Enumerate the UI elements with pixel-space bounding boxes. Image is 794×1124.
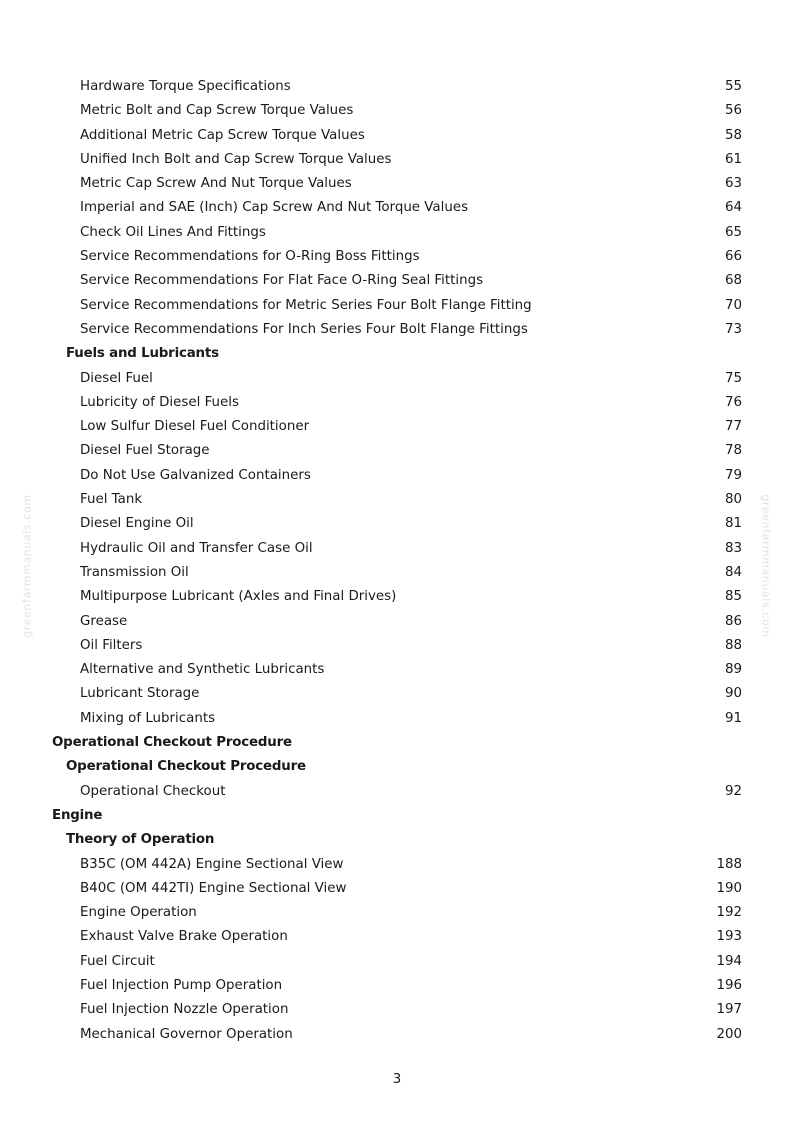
toc-title: Unified Inch Bolt and Cap Screw Torque Values — [80, 151, 392, 167]
toc-title: Fuel Circuit — [80, 953, 155, 969]
toc-title: Engine — [52, 807, 103, 823]
toc-page-number: 83 — [724, 540, 742, 556]
toc-page-number: 64 — [724, 200, 742, 216]
toc-title: Service Recommendations for Metric Series Four Bolt Flange Fitting — [80, 297, 532, 313]
toc-page-number: 92 — [724, 783, 742, 799]
toc-entry[interactable] — [0, 877, 794, 901]
toc-page-number: 66 — [724, 249, 742, 265]
toc-heading — [0, 731, 794, 755]
toc-entry[interactable] — [0, 1023, 794, 1047]
toc-page-number: 77 — [724, 419, 742, 435]
toc-entry[interactable] — [0, 415, 794, 439]
toc-page-number: 55 — [724, 79, 742, 94]
toc-title: Operational Checkout Procedure — [52, 735, 292, 751]
toc-title: Engine Operation — [80, 905, 197, 921]
toc-title: Do Not Use Galvanized Containers — [80, 467, 311, 483]
toc-entry[interactable] — [0, 901, 794, 925]
toc-title: Mechanical Governor Operation — [80, 1026, 293, 1042]
toc-title: Hardware Torque Specifications — [80, 79, 291, 94]
toc-title: Exhaust Valve Brake Operation — [80, 929, 288, 945]
toc-entry[interactable] — [0, 488, 794, 512]
toc-page-number: 85 — [724, 589, 742, 605]
toc-title: Fuels and Lubricants — [66, 346, 219, 362]
toc-title: Metric Cap Screw And Nut Torque Values — [80, 176, 352, 192]
toc-entry[interactable] — [0, 925, 794, 949]
toc-entry[interactable] — [0, 245, 794, 269]
toc-page-number: 56 — [724, 103, 742, 119]
toc-entry[interactable] — [0, 221, 794, 245]
toc-entry[interactable] — [0, 367, 794, 391]
toc-page-number: 81 — [724, 516, 742, 532]
toc-title: Mixing of Lubricants — [80, 710, 216, 726]
toc-title: B40C (OM 442TI) Engine Sectional View — [80, 880, 347, 896]
toc-heading — [0, 828, 794, 852]
toc-entry[interactable] — [0, 610, 794, 634]
toc-title: Service Recommendations For Flat Face O-Ring Seal Fittings — [80, 273, 484, 289]
toc-entry[interactable] — [0, 537, 794, 561]
page-number: 3 — [392, 1072, 402, 1087]
toc-entry[interactable] — [0, 561, 794, 585]
toc-page-number: 63 — [724, 176, 742, 192]
toc-entry[interactable] — [0, 707, 794, 731]
toc-title: Grease — [80, 613, 128, 629]
toc-title: Theory of Operation — [66, 832, 215, 848]
toc-title: Low Sulfur Diesel Fuel Conditioner — [80, 419, 310, 435]
toc-entry[interactable] — [0, 124, 794, 148]
toc-title: Imperial and SAE (Inch) Cap Screw And Nut Torque Values — [80, 200, 469, 216]
toc-heading — [0, 342, 794, 366]
toc-page-number: 75 — [724, 370, 742, 386]
toc-title: Oil Filters — [80, 637, 143, 653]
toc-page-number: 194 — [716, 953, 742, 969]
toc-heading — [0, 755, 794, 779]
toc-entry[interactable] — [0, 634, 794, 658]
toc-page-number: 192 — [716, 905, 742, 921]
toc-title: Metric Bolt and Cap Screw Torque Values — [80, 103, 354, 119]
toc-page-number: 65 — [724, 224, 742, 240]
toc-page-number: 58 — [724, 127, 742, 143]
toc-entry[interactable] — [0, 269, 794, 293]
toc-title: B35C (OM 442A) Engine Sectional View — [80, 856, 344, 872]
toc-page-number: 89 — [724, 662, 742, 678]
toc-entry[interactable] — [0, 318, 794, 342]
toc-title: Diesel Fuel Storage — [80, 443, 210, 459]
toc-title: Fuel Tank — [80, 492, 143, 508]
toc-title: Hydraulic Oil and Transfer Case Oil — [80, 540, 313, 556]
toc-page-number: 200 — [716, 1026, 742, 1042]
toc-page-number: 73 — [724, 321, 742, 337]
toc-entry[interactable] — [0, 148, 794, 172]
toc-page-number: 61 — [724, 151, 742, 167]
toc-title: Service Recommendations For Inch Series Four Bolt Flange Fittings — [80, 321, 528, 337]
toc-entry[interactable] — [0, 950, 794, 974]
toc-title: Additional Metric Cap Screw Torque Values — [80, 127, 365, 143]
toc-entry[interactable] — [0, 99, 794, 123]
toc-entry[interactable] — [0, 974, 794, 998]
toc-title: Operational Checkout Procedure — [66, 759, 306, 775]
toc-page-number: 88 — [724, 637, 742, 653]
toc-entry[interactable] — [0, 172, 794, 196]
table-of-contents — [0, 75, 794, 1047]
toc-entry[interactable] — [0, 658, 794, 682]
toc-page-number: 79 — [724, 467, 742, 483]
toc-entry[interactable] — [0, 294, 794, 318]
toc-entry[interactable] — [0, 439, 794, 463]
toc-title: Diesel Fuel — [80, 370, 153, 386]
toc-page-number: 68 — [724, 273, 742, 289]
toc-page-number: 188 — [716, 856, 742, 872]
toc-title: Fuel Injection Nozzle Operation — [80, 1002, 289, 1018]
toc-title: Transmission Oil — [80, 564, 189, 580]
toc-title: Lubricity of Diesel Fuels — [80, 394, 239, 410]
toc-page-number: 190 — [716, 880, 742, 896]
toc-title: Operational Checkout — [80, 783, 226, 799]
toc-page-number: 70 — [724, 297, 742, 313]
toc-entry[interactable] — [0, 391, 794, 415]
toc-entry[interactable] — [0, 196, 794, 220]
toc-page-number: 193 — [716, 929, 742, 945]
toc-title: Diesel Engine Oil — [80, 516, 194, 532]
toc-page-number: 80 — [724, 492, 742, 508]
toc-title: Multipurpose Lubricant (Axles and Final Drives) — [80, 589, 397, 605]
toc-entry[interactable] — [0, 585, 794, 609]
toc-heading — [0, 804, 794, 828]
toc-page-number: 90 — [724, 686, 742, 702]
toc-page-number: 76 — [724, 394, 742, 410]
toc-page-number: 196 — [716, 977, 742, 993]
watermark-left: greenfarmmanuals.com — [20, 494, 34, 638]
toc-title: Service Recommendations for O-Ring Boss Fittings — [80, 249, 420, 265]
toc-title: Check Oil Lines And Fittings — [80, 224, 266, 240]
toc-page-number: 78 — [724, 443, 742, 459]
toc-entry[interactable] — [0, 682, 794, 706]
toc-entry[interactable] — [0, 780, 794, 804]
toc-entry[interactable] — [0, 998, 794, 1022]
toc-page-number: 84 — [724, 564, 742, 580]
toc-entry[interactable] — [0, 464, 794, 488]
toc-title: Fuel Injection Pump Operation — [80, 977, 283, 993]
toc-page-number: 197 — [716, 1002, 742, 1018]
toc-entry[interactable] — [0, 512, 794, 536]
toc-entry[interactable] — [0, 853, 794, 877]
toc-title: Alternative and Synthetic Lubricants — [80, 662, 325, 678]
toc-title: Lubricant Storage — [80, 686, 200, 702]
toc-page-number: 86 — [724, 613, 742, 629]
watermark-right: greenfarmmanuals.com — [759, 494, 773, 638]
toc-entry[interactable] — [0, 75, 794, 99]
toc-page-number: 91 — [724, 710, 742, 726]
